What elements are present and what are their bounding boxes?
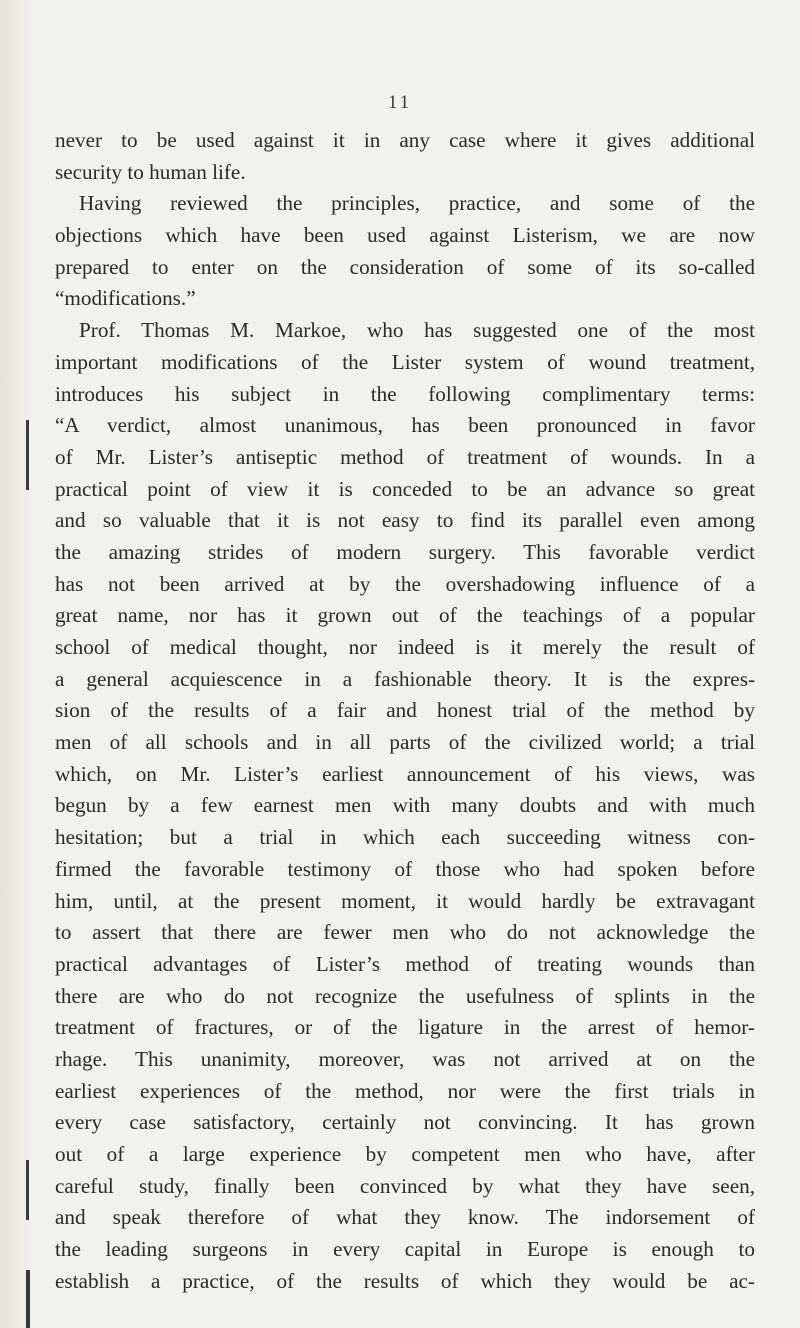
text-line: of Mr. Lister’s antiseptic method of treatment of wounds. In a — [55, 444, 755, 469]
text-line: careful study, finally been convinced by what they have seen, — [55, 1173, 755, 1198]
text-line: a general acquiescence in a fashionable theory. It is the expres- — [55, 666, 755, 691]
text-line: to assert that there are fewer men who do not acknowledge the — [55, 920, 755, 945]
text-line: which, on Mr. Lister’s earliest announcement of his views, was — [55, 761, 755, 786]
text-line: objections which have been used against Listerism, we are now — [55, 223, 755, 248]
page-number: 11 — [387, 92, 413, 113]
text-line: out of a large experience by competent men who have, after — [55, 1142, 755, 1166]
text-line: great name, nor has it grown out of the teachings of a popular — [55, 603, 755, 628]
text-line: and speak therefore of what they know. The indorsement of — [55, 1205, 755, 1230]
text-line: never to be used against it in any case where it gives additional — [55, 128, 755, 152]
left-margin-mark — [26, 420, 29, 490]
text-line: him, until, at the present moment, it would hardly be extravagant — [55, 888, 755, 913]
body-text — [55, 125, 755, 1297]
text-line: security to human life. — [55, 159, 246, 184]
text-line: sion of the results of a fair and honest trial of the method by — [55, 698, 755, 723]
text-line: and so valuable that it is not easy to find its parallel even among — [55, 508, 755, 533]
left-margin-mark — [26, 1270, 30, 1328]
text-line: important modifications of the Lister system of wound treatment, — [55, 349, 755, 374]
text-line: rhage. This unanimity, moreover, was not arrived at on the — [55, 1046, 755, 1071]
text-line: establish a practice, of the results of which they would be ac- — [55, 1268, 755, 1293]
left-margin-mark — [26, 1160, 29, 1220]
text-line: hesitation; but a trial in which each succeeding witness con- — [55, 825, 755, 850]
text-line: the leading surgeons in every capital in Europe is enough to — [55, 1237, 755, 1262]
text-line: Prof. Thomas M. Markoe, who has suggested one of the most — [79, 318, 755, 343]
text-line: Having reviewed the principles, practice, and some of the — [79, 191, 755, 216]
text-line: practical point of view it is conceded to be an advance so great — [55, 476, 755, 501]
text-line: every case satisfactory, certainly not convincing. It has grown — [55, 1110, 755, 1135]
text-line: begun by a few earnest men with many doubts and with much — [55, 793, 755, 818]
text-line: school of medical thought, nor indeed is it merely the result of — [55, 635, 755, 659]
text-line: has not been arrived at by the overshadowing influence of a — [55, 571, 755, 596]
page-left-edge-shadow — [0, 0, 34, 1328]
text-line: practical advantages of Lister’s method of treating wounds than — [55, 951, 755, 976]
text-line: prepared to enter on the consideration of some of its so-called — [55, 254, 755, 279]
text-line: there are who do not recognize the usefulness of splints in the — [55, 983, 755, 1008]
text-line: men of all schools and in all parts of the civilized world; a trial — [55, 730, 755, 755]
text-line: earliest experiences of the method, nor were the first trials in — [55, 1078, 755, 1103]
text-line: “A verdict, almost unanimous, has been pronounced in favor — [55, 413, 755, 438]
text-line: treatment of fractures, or of the ligature in the arrest of hemor- — [55, 1015, 755, 1040]
text-line: firmed the favorable testimony of those who had spoken before — [55, 856, 755, 881]
text-line: the amazing strides of modern surgery. This favorable verdict — [55, 539, 755, 564]
text-line: “modifications.” — [55, 286, 196, 311]
text-line: introduces his subject in the following complimentary terms: — [55, 381, 755, 406]
